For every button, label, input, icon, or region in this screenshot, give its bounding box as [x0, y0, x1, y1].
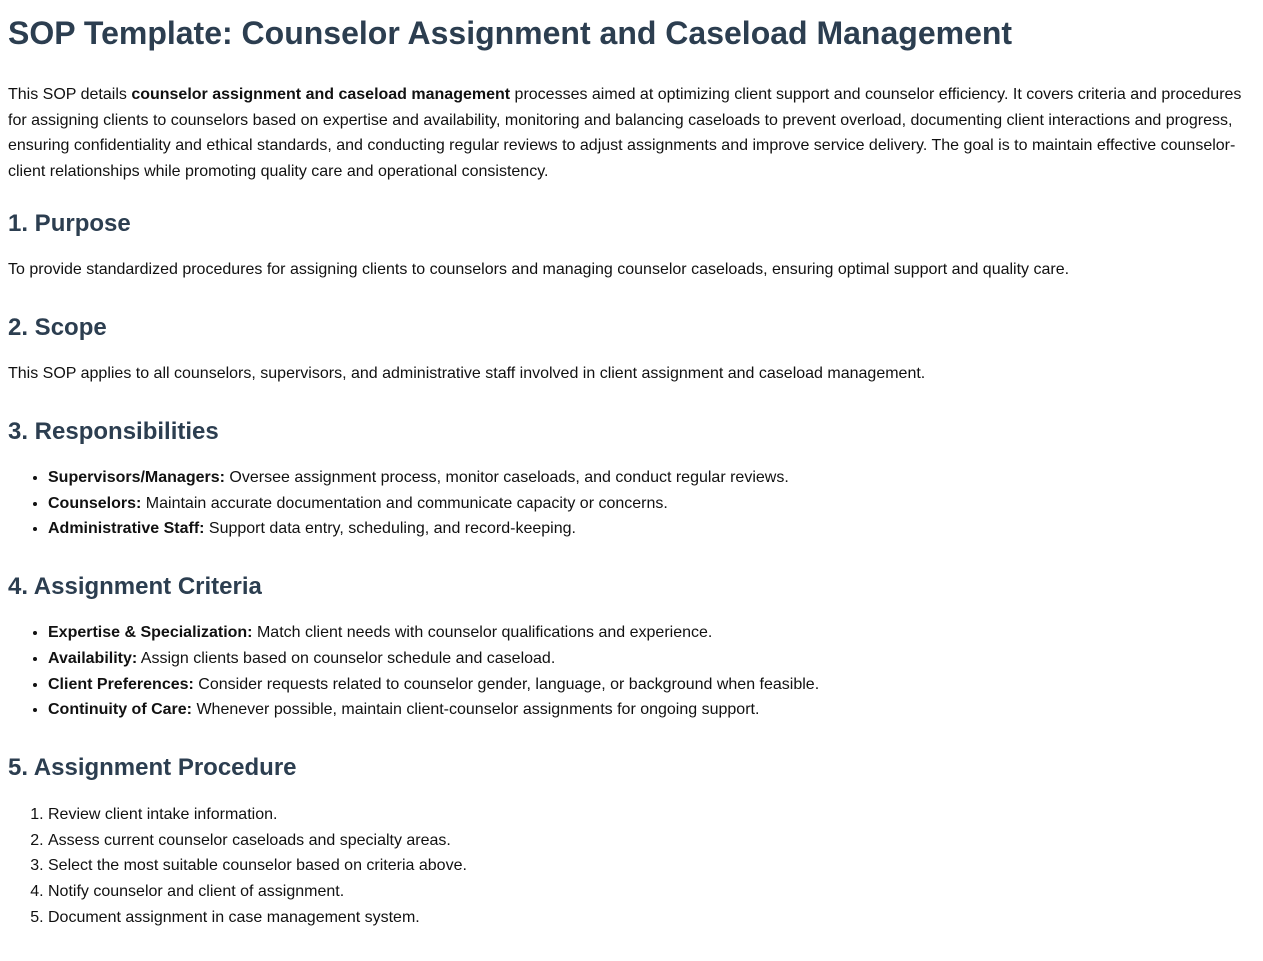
- document-page: [0, 13, 1263, 930]
- list-item-label: Counselors:: [48, 494, 142, 512]
- list-item-label: Continuity of Care:: [48, 701, 192, 719]
- list-item-text: Whenever possible, maintain client-counselor assignments for ongoing support.: [192, 701, 760, 719]
- list-item: [48, 697, 1255, 723]
- scope-text: This SOP applies to all counselors, supervisors, and administrative staff involved in client assignment and caseload management.: [8, 365, 926, 382]
- purpose-text: To provide standardized procedures for assigning clients to counselors and managing counselor caseloads, ensuring optimal support and quality care.: [8, 261, 1070, 278]
- list-item-label: Client Preferences:: [48, 675, 194, 693]
- list-item-label: Administrative Staff:: [48, 520, 205, 538]
- assignment-procedure-steps: [8, 802, 1255, 931]
- page-title: SOP Template: Counselor Assignment and Caseload Management: [8, 15, 1013, 51]
- list-item-label: Availability:: [48, 649, 138, 667]
- list-item-text: Oversee assignment process, monitor caseloads, and conduct regular reviews.: [224, 469, 789, 486]
- procedure-step: 4. Notify counselor and client of assignment.: [48, 879, 1255, 905]
- list-item-label: Supervisors/Managers:: [48, 469, 225, 486]
- procedure-step: 2. Assess current counselor caseloads and specialty areas.: [48, 828, 1255, 854]
- intro-bold-text: counselor assignment and caseload management: [131, 86, 511, 103]
- list-item: [48, 620, 1255, 646]
- list-item-text: Assign clients based on counselor schedule and caseload.: [137, 649, 556, 667]
- list-item-label: Expertise & Specialization:: [48, 624, 253, 642]
- assignment-criteria-heading: 4. Assignment Criteria: [8, 573, 262, 601]
- procedure-step: 3. Select the most suitable counselor based on criteria above.: [48, 853, 1255, 879]
- procedure-step: 5. Document assignment in case management system.: [48, 905, 1255, 931]
- list-item: [48, 516, 1255, 542]
- procedure-step: 1. Review client intake information.: [48, 802, 1255, 828]
- responsibilities-list: [8, 465, 1255, 542]
- list-item-text: Maintain accurate documentation and communicate capacity or concerns.: [141, 494, 668, 512]
- list-item-text: Consider requests related to counselor gender, language, or background when feasible.: [193, 675, 820, 693]
- list-item: [48, 646, 1255, 672]
- list-item: [48, 465, 1255, 491]
- list-item: [48, 491, 1255, 517]
- responsibilities-heading: 3. Responsibilities: [8, 418, 219, 445]
- intro-paragraph: [8, 82, 1255, 184]
- purpose-heading: 1. Purpose: [8, 210, 131, 237]
- intro-text-end: processes aimed at optimizing client support and counselor efficiency. It covers criteria and procedures for assigning clients to counselors based on expertise and availability, monitoring and balancing caseloads to prevent overload, documenting client interactions and progress, ensuring confidentiality and ethical standards, and conducting regular reviews to adjust assignments and improve service delivery. The goal is to maintain effective counselor-client relationships while promoting quality care and operational consistency.: [8, 86, 1242, 180]
- list-item-text: Match client needs with counselor qualifications and experience.: [252, 624, 713, 642]
- scope-heading: 2. Scope: [8, 314, 107, 341]
- assignment-criteria-list: [8, 620, 1255, 723]
- list-item: [48, 672, 1255, 698]
- intro-text-start: This SOP details: [8, 86, 132, 103]
- assignment-procedure-heading: 5. Assignment Procedure: [8, 753, 297, 781]
- list-item-text: Support data entry, scheduling, and record-keeping.: [204, 520, 576, 538]
